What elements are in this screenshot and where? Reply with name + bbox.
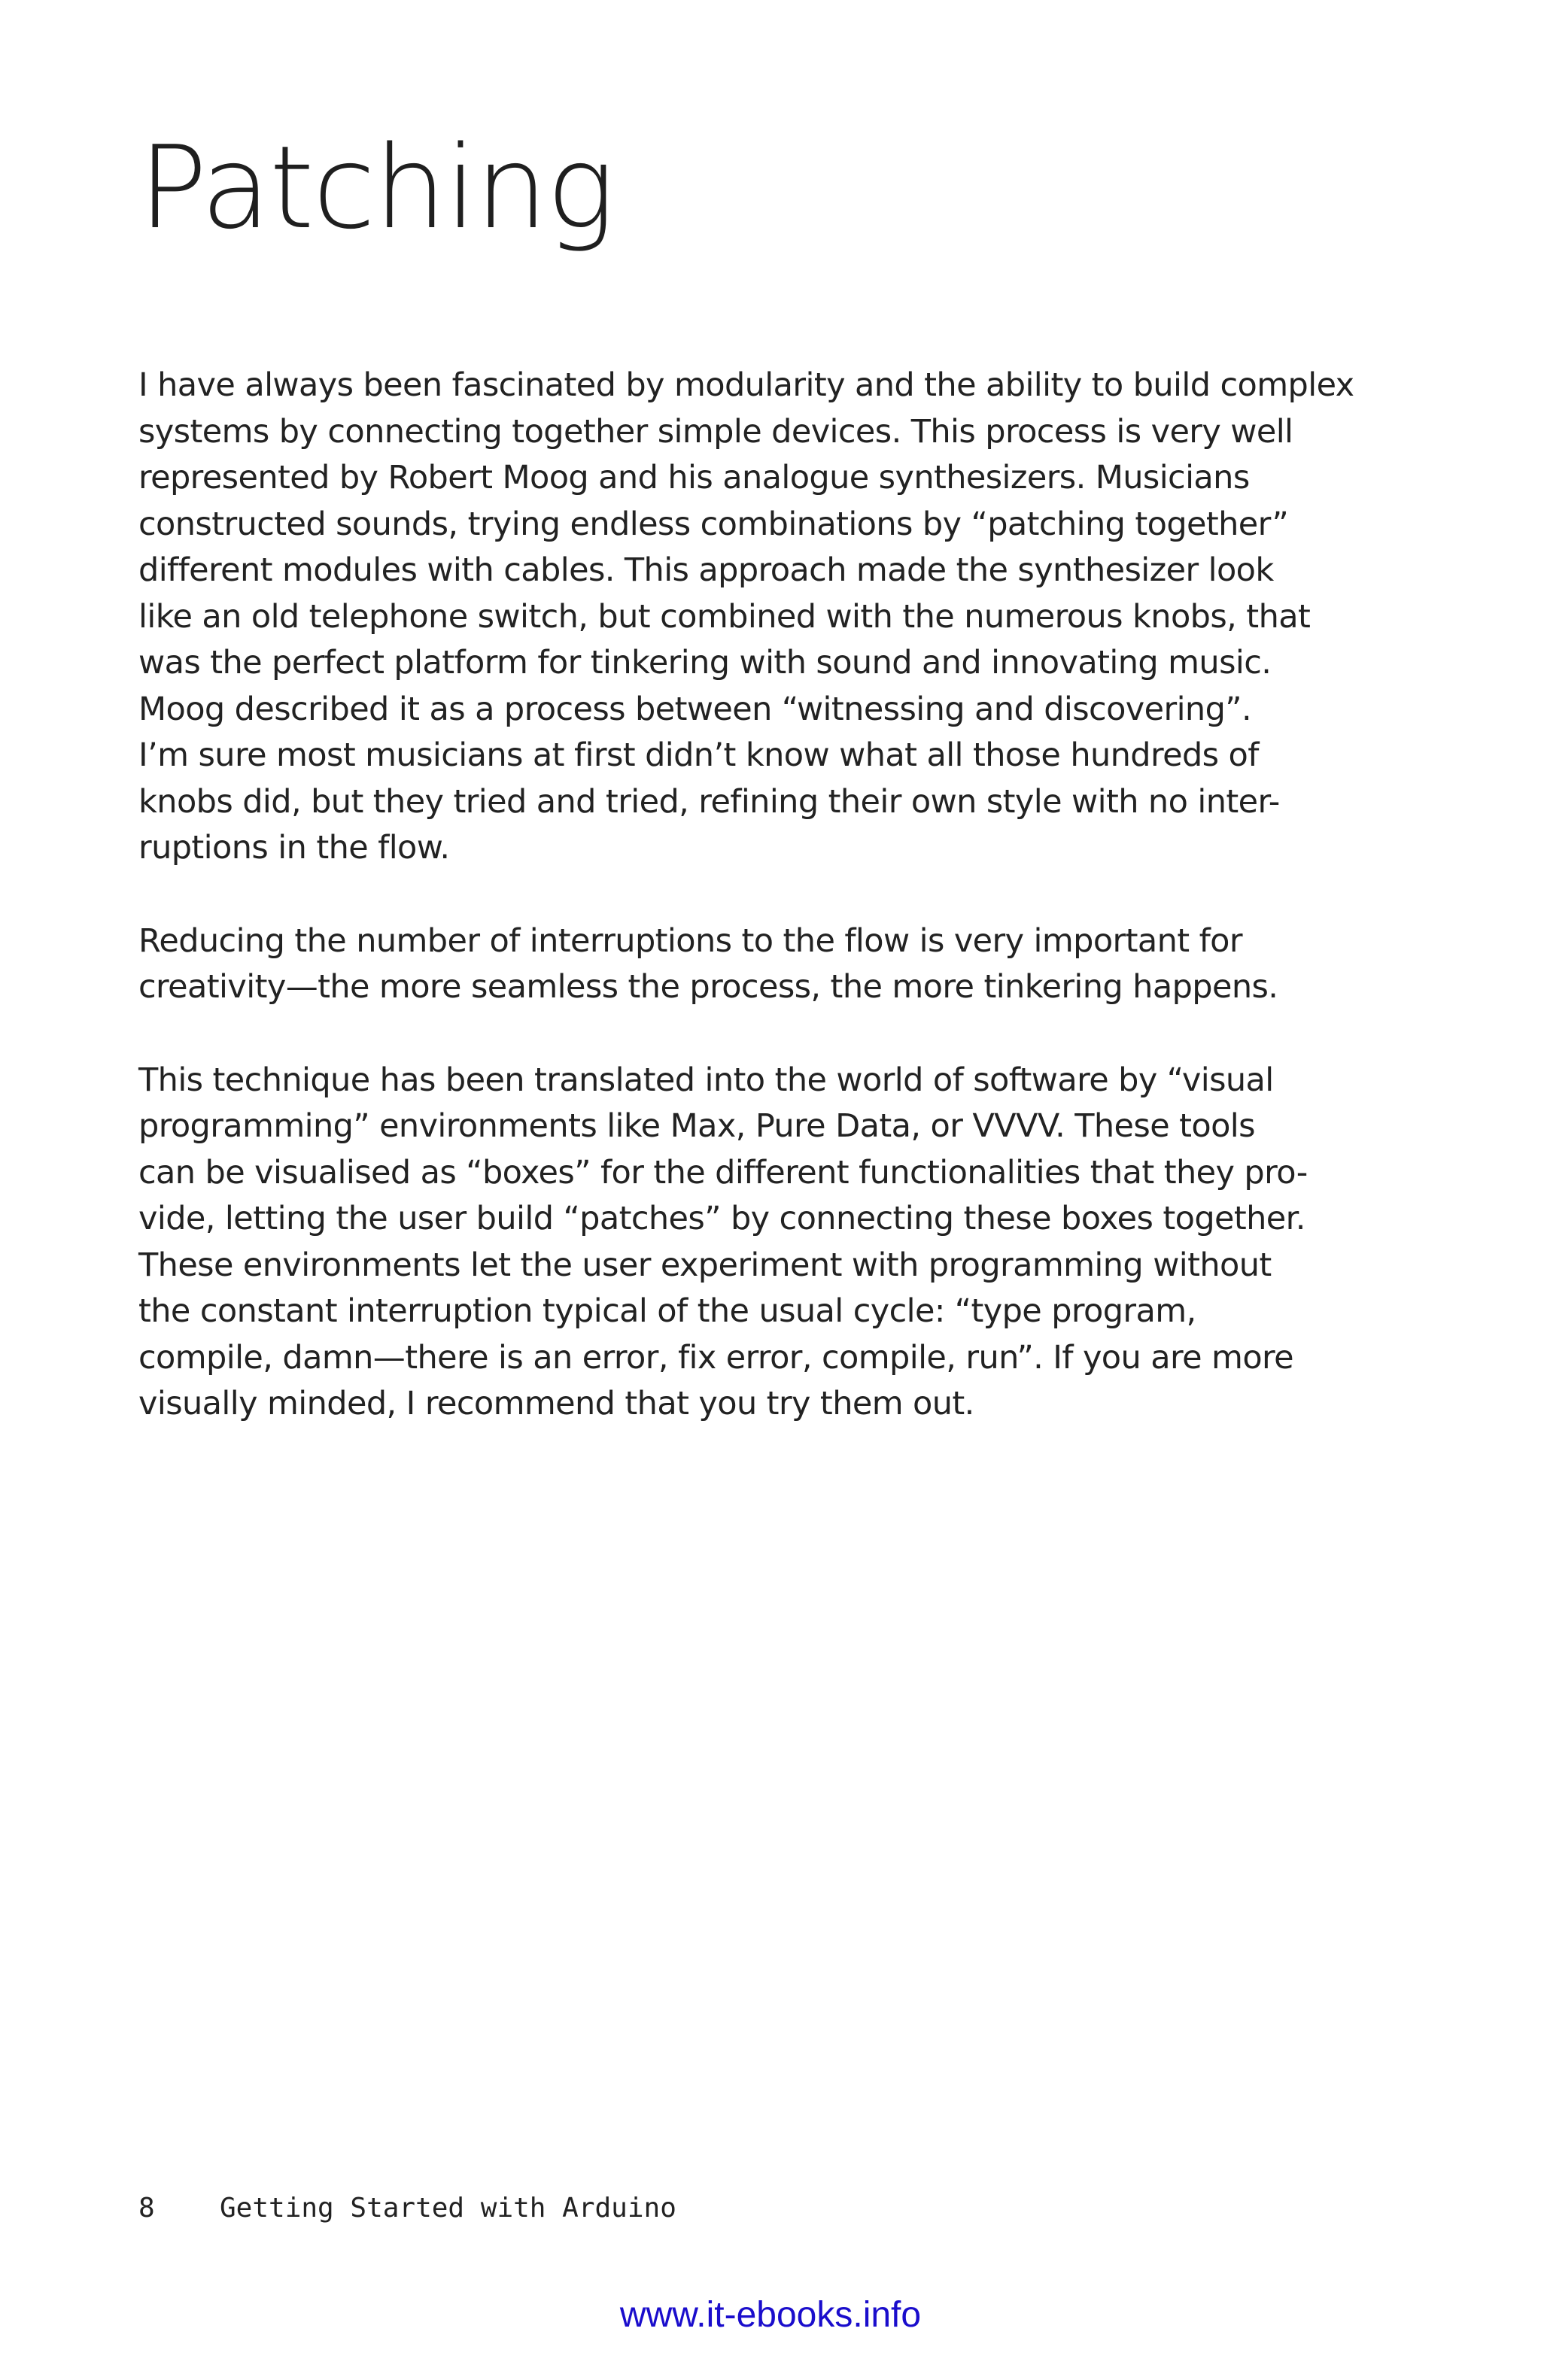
page-number: 8	[138, 2193, 155, 2224]
text-line: I have always been fascinated by modularity and the ability to build complex	[138, 366, 1354, 404]
running-footer-title: Getting Started with Arduino	[220, 2193, 676, 2224]
text-line: different modules with cables. This approach made the synthesizer look	[138, 551, 1274, 589]
watermark-link[interactable]: www.it-ebooks.info	[619, 2295, 922, 2335]
text-line: I’m sure most musicians at first didn’t know what all those hundreds of	[138, 736, 1259, 774]
text-line: These environments let the user experiment with programming without	[138, 1246, 1272, 1284]
text-line: constructed sounds, trying endless combinations by “patching together”	[138, 505, 1289, 543]
body-text	[138, 363, 1354, 1474]
paragraph-2	[138, 918, 1327, 1011]
text-line: the constant interruption typical of the usual cycle: “type program,	[138, 1292, 1196, 1330]
page-footer	[138, 2192, 676, 2225]
text-line: can be visualised as “boxes” for the different functionalities that they pro-	[138, 1153, 1308, 1192]
paragraph-1	[138, 363, 1354, 872]
text-line: vide, letting the user build “patches” by connecting these boxes together.	[138, 1200, 1305, 1237]
text-line: compile, damn—there is an error, fix error, compile, run”. If you are more	[138, 1338, 1294, 1377]
page-title: Patching	[138, 121, 614, 254]
text-line: represented by Robert Moog and his analogue synthesizers. Musicians	[138, 459, 1250, 496]
text-line: systems by connecting together simple devices. This process is very well	[138, 412, 1293, 451]
text-line: This technique has been translated into the world of software by “visual	[138, 1061, 1274, 1099]
text-line: Reducing the number of interruptions to the flow is very important for	[138, 921, 1242, 960]
text-line: programming” environments like Max, Pure Data, or VVVV. These tools	[138, 1107, 1255, 1145]
text-line: was the perfect platform for tinkering with sound and innovating music.	[138, 644, 1272, 682]
text-line: creativity—the more seamless the process, the more tinkering happens.	[138, 968, 1278, 1006]
text-line: knobs did, but they tried and tried, refining their own style with no inter-	[138, 782, 1280, 821]
text-line: visually minded, I recommend that you try them out.	[138, 1385, 974, 1422]
text-line: ruptions in the flow.	[138, 829, 450, 867]
text-line: like an old telephone switch, but combined with the numerous knobs, that	[138, 597, 1311, 636]
text-line: Moog described it as a process between “witnessing and discovering”.	[138, 690, 1252, 728]
paragraph-3	[138, 1058, 1327, 1428]
